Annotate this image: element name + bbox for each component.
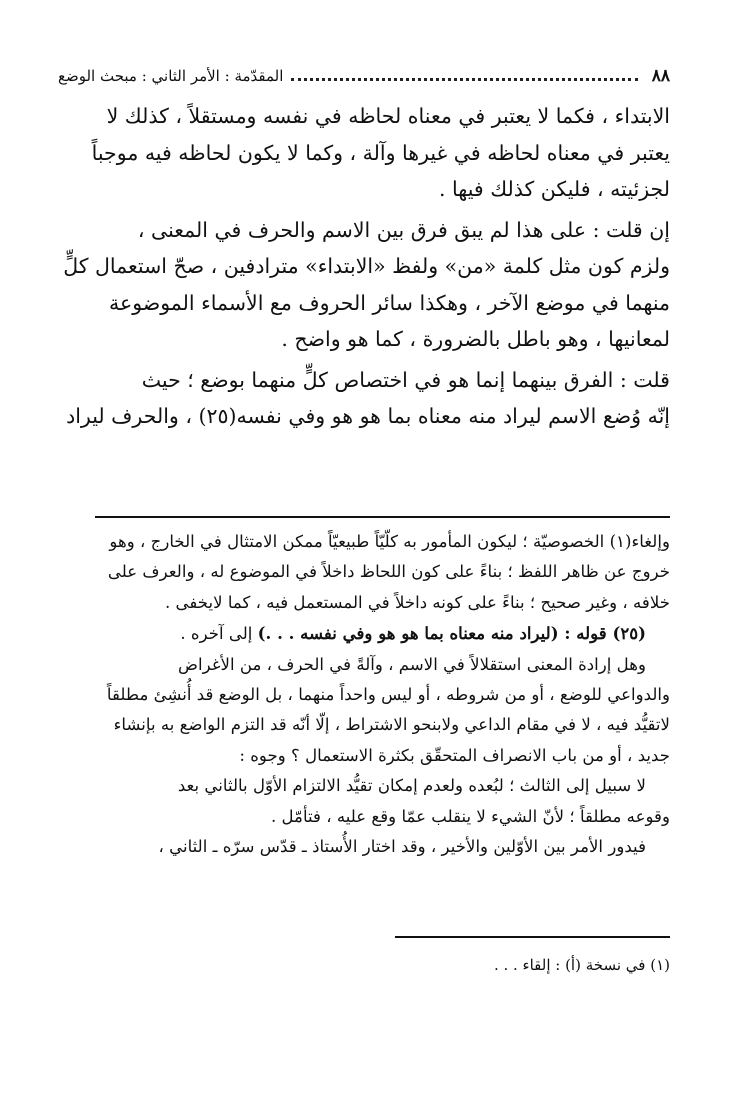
note-heading-line	[58, 618, 670, 649]
page-header	[58, 62, 670, 90]
note-line: خروج عن ظاهر اللفظ ؛ بناءً على كون اللحاظ داخلاً في الموضوع له ، والعرف على	[107, 562, 670, 582]
page-number: ٨٨	[651, 66, 670, 86]
main-line: يعتبر في معناه لحاظه في غيرها وآلة ، وكما لا يكون لحاظه فيه موجباً	[91, 140, 670, 165]
main-line: لمعانيها ، وهو باطل بالضرورة ، كما هو واضح .	[281, 327, 670, 351]
running-title: المقدّمة : الأمر الثاني : مبحث الوضع	[58, 67, 284, 85]
main-line: الابتداء ، فكما لا يعتبر في معناه لحاظه في نفسه ومستقلاً ، كذلك لا	[106, 104, 670, 128]
main-line: لجزئيته ، فليكن كذلك فيها .	[439, 177, 670, 201]
main-text	[58, 98, 670, 435]
commentary-notes	[58, 527, 670, 862]
footnote-text: (١) في نسخة (أ) : إلقاء . . .	[493, 956, 670, 974]
note-heading-tail: إلى آخره .	[180, 624, 258, 644]
main-line: منهما في موضع الآخر ، وهكذا سائر الحروف مع الأسماء الموضوعة	[109, 290, 670, 315]
note-line: وقوعه مطلقاً ؛ لأنّ الشيء لا ينقلب عمّا وقع عليه ، فتأمّل .	[270, 806, 670, 826]
note-heading: (٢٥) قوله : (ليراد منه معناه بما هو هو وفي نفسه . . .)	[257, 623, 646, 644]
footnote	[58, 952, 670, 978]
note-line: جديد ، أو من باب الانصراف المتحقّق بكثرة الاستعمال ؟ وجوه :	[239, 745, 670, 765]
note-line: وإلغاء(١) الخصوصيّة ؛ ليكون المأمور به كلّيّاً طبيعيّاً ممكن الامتثال في الخارج ، وهو	[109, 532, 670, 551]
note-line: وهل إرادة المعنى استقلالاً في الاسم ، وآلةً في الحرف ، من الأغراض	[178, 654, 646, 674]
main-line: قلت : الفرق بينهما إنما هو في اختصاص كلٍّ منهما بوضع ؛ حيث	[141, 367, 670, 392]
note-line: لاتقيُّد فيه ، لا في مقام الداعي ولابنحو الاشتراط ، إلّا أنّه قد التزم الواضع به بإنشاء	[113, 715, 670, 735]
commentary-divider	[95, 516, 670, 518]
note-line: لا سبيل إلى الثالث ؛ لبُعده ولعدم إمكان تقيُّد الالتزام الأوّل بالثاني بعد	[177, 776, 646, 796]
note-line: خلافه ، وغير صحيح ؛ بناءً على كونه داخلاً في المستعمل فيه ، كما لايخفى .	[165, 592, 670, 612]
note-line: فيدور الأمر بين الأوّلين والأخير ، وقد اختار الأُستاذ ـ قدّس سرّه ـ الثاني ،	[158, 837, 646, 857]
footnote-divider	[395, 936, 670, 938]
main-line: إن قلت : على هذا لم يبق فرق بين الاسم والحرف في المعنى ،	[137, 217, 670, 242]
main-line: إنّه وُضع الاسم ليراد منه معناه بما هو هو وفي نفسه(٢٥) ، والحرف ليراد	[66, 404, 670, 428]
header-dot-leader	[291, 78, 637, 81]
main-line: ولزم كون مثل كلمة «من» ولفظ «الابتداء» مترادفين ، صحّ استعمال كلٍّ	[63, 254, 670, 278]
note-line: والدواعي للوضع ، أو من شروطه ، أو ليس واحداً منهما ، بل الوضع قد أُنشِئ مطلقاً	[106, 685, 670, 705]
